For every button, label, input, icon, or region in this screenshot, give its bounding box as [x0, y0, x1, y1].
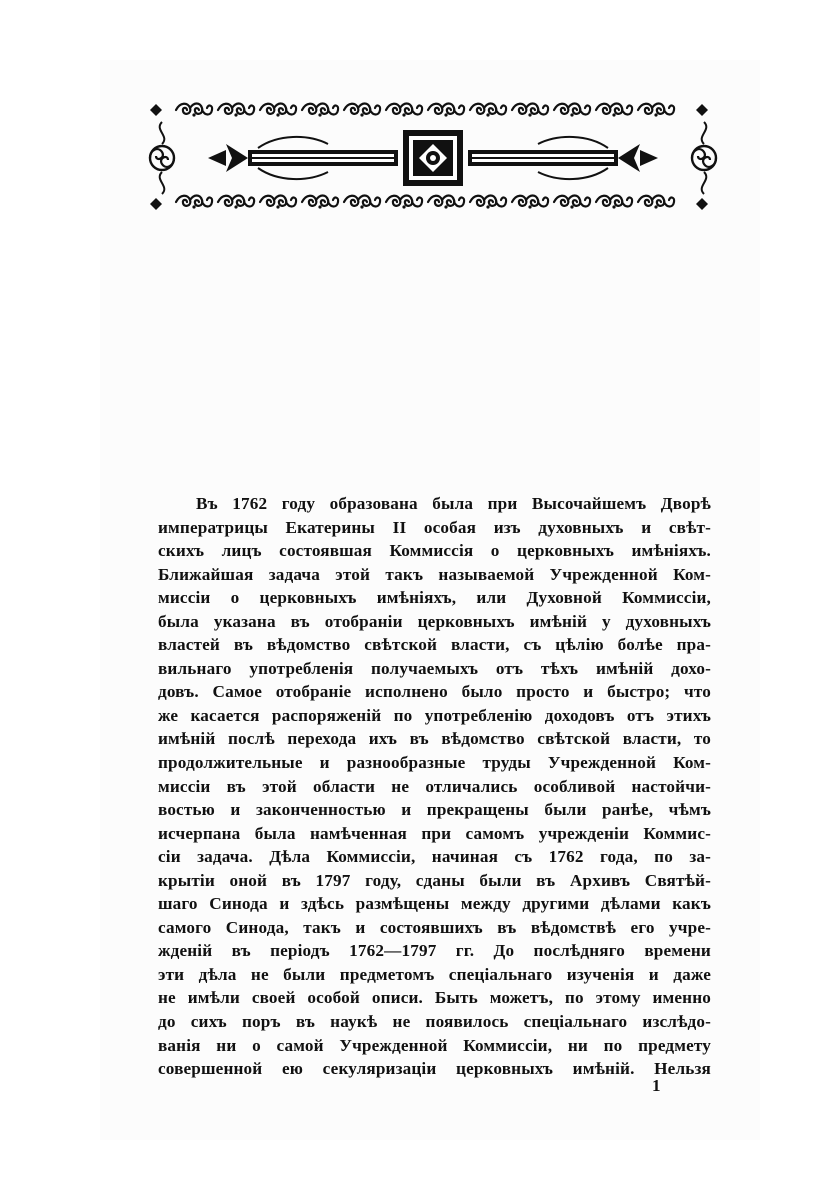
text-line: скихъ лицъ состоявшая Коммиссія о церковныхъ имѣніяхъ.: [158, 541, 711, 561]
text-line: эти дѣла не были предметомъ спеціальнаго изученія и даже: [158, 964, 711, 984]
text-line: имѣній послѣ перехода ихъ въ вѣдомство свѣтской власти, то: [158, 729, 711, 749]
text-line: императрицы Екатерины II особая изъ духовныхъ и свѣт-: [158, 517, 711, 537]
text-line: Ближайшая задача этой такъ называемой Учрежденной Ком-: [158, 564, 711, 584]
text-line: крытіи оной въ 1797 году, сданы были въ Архивъ Святѣй-: [158, 870, 711, 890]
text-line: довъ. Самое отобраніе исполнено было просто и быстро; что: [158, 682, 711, 702]
page-number: 1: [652, 1076, 661, 1095]
body-text: [158, 492, 711, 1081]
text-line: востью и законченностью и прекращены были ранѣе, чѣмъ: [158, 800, 711, 820]
text-line: исчерпана была намѣченная при самомъ учрежденіи Коммис-: [158, 823, 711, 843]
text-line: миссіи о церковныхъ имѣніяхъ, или Духовной Коммиссіи,: [158, 588, 711, 608]
text-line: продолжительные и разнообразные труды Учрежденной Ком-: [158, 753, 711, 773]
text-line: вильнаго употребленія получаемыхъ отъ тѣхъ имѣній дохо-: [158, 658, 711, 678]
text-line: сіи задача. Дѣла Коммиссіи, начиная съ 1762 года, по за-: [158, 847, 711, 867]
ornamental-headpiece-icon: [148, 98, 718, 218]
text-line: властей въ вѣдомство свѣтской власти, съ цѣлію болѣе пра-: [158, 635, 711, 655]
text-line: не имѣли своей особой описи. Быть можетъ, по этому именно: [158, 988, 711, 1008]
text-line: самого Синода, такъ и состоявшихъ въ вѣдомствѣ его учре-: [158, 917, 711, 937]
text-line: шаго Синода и здѣсь размѣщены между другими дѣлами какъ: [158, 894, 711, 914]
text-line: миссіи въ этой области не отличались особливой настойчи-: [158, 776, 711, 796]
text-line: же касается распоряженій по употребленію доходовъ отъ этихъ: [158, 705, 711, 725]
text-line: ванія ни о самой Учрежденной Коммиссіи, ни по предмету: [158, 1035, 711, 1055]
text-line: до сихъ поръ въ наукѣ не появилось спеціальнаго изслѣдо-: [158, 1012, 711, 1032]
text-line: совершенной ею секуляризаціи церковныхъ имѣній. Нельзя: [158, 1059, 711, 1079]
text-line: Въ 1762 году образована была при Высочайшемъ Дворѣ: [196, 494, 711, 513]
text-line: жденій въ періодъ 1762—1797 гг. До послѣдняго времени: [158, 941, 711, 961]
text-line: была указана въ отобраніи церковныхъ имѣній у духовныхъ: [158, 611, 711, 631]
